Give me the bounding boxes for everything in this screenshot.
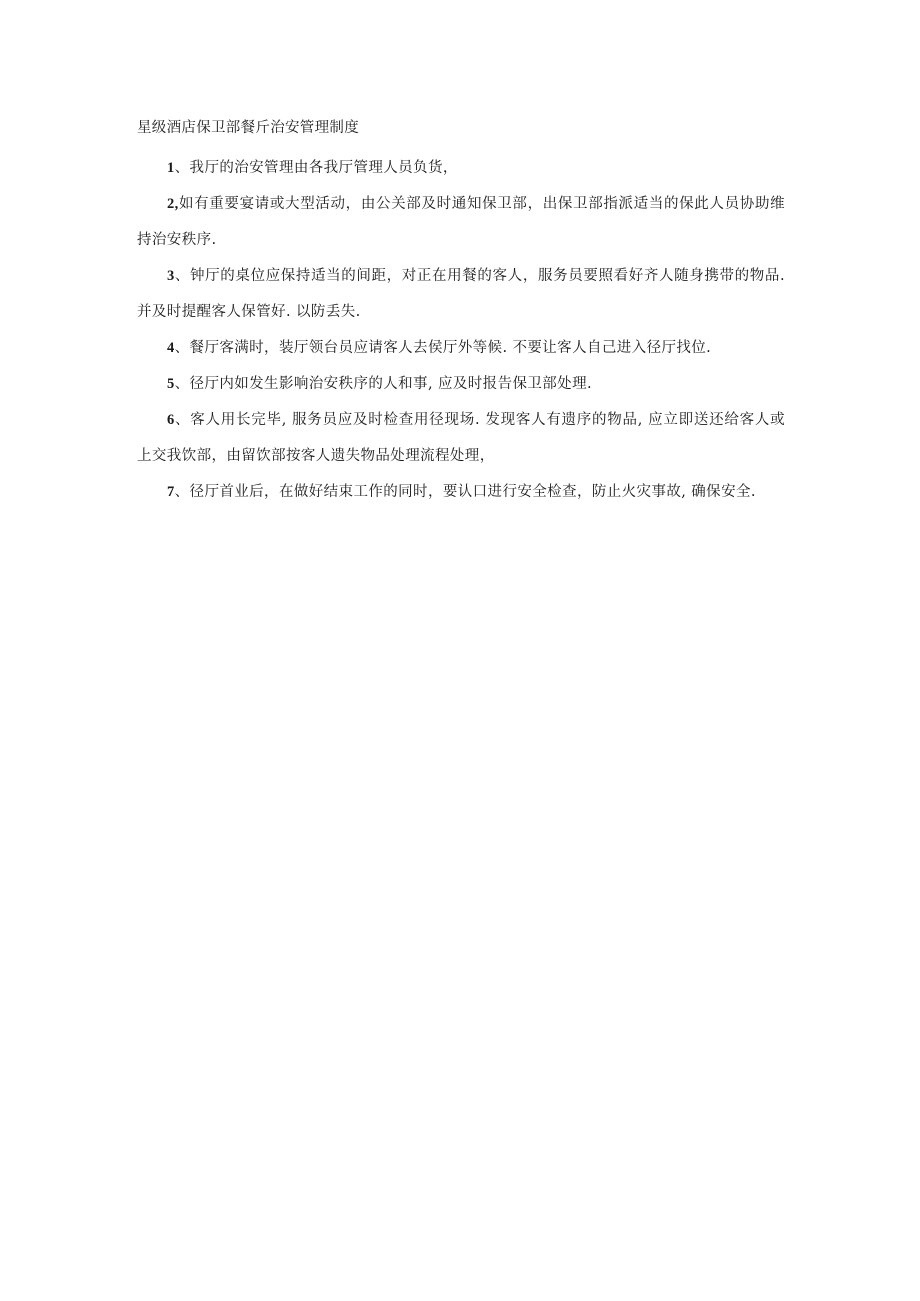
rule-text: 、餐厅客满时，装厅领台员应请客人去侯厅外等候. 不要让客人自己进入径厅找位. <box>174 340 712 356</box>
rule-number: 3 <box>167 268 175 284</box>
rule-number: 5 <box>167 376 175 392</box>
rule-text: 如有重要宴请或大型活动，由公关部及时通知保卫部，出保卫部指派适当的保此人员协助维持治安秩序. <box>137 196 785 248</box>
rule-item-4 <box>137 330 785 366</box>
rule-item-6 <box>137 402 785 474</box>
rule-number: 4 <box>167 340 175 356</box>
rule-text: 、客人用长完毕, 服务员应及时检查用径现场. 发现客人有遗序的物品, 应立即送还给客人或上交我饮部，由留饮部按客人遗失物品处理流程处理， <box>137 412 785 464</box>
rule-number: 7 <box>167 484 175 500</box>
rule-text: 、径厅首业后，在做好结束工作的同时，要认口进行安全检查，防止火灾事故, 确保安全. <box>174 484 756 500</box>
document-title: 星级酒店保卫部餐斤治安管理制度 <box>137 120 359 136</box>
rule-item-2 <box>137 186 785 258</box>
rule-item-1 <box>137 150 785 186</box>
rule-item-5 <box>137 366 785 402</box>
rule-item-7 <box>137 474 785 510</box>
rule-number: 1 <box>167 160 175 176</box>
rule-text: 、钟厅的桌位应保持适当的间距，对正在用餐的客人，服务员要照看好齐人随身携带的物品. 并及时提醒客人保管好. 以防丢失. <box>137 268 785 320</box>
rule-number: 6 <box>167 412 175 428</box>
rule-text: 、我厅的治安管理由各我厅管理人员负货， <box>174 160 458 176</box>
rule-number: 2, <box>167 196 179 212</box>
rules-list <box>137 150 785 510</box>
rule-text: 、径厅内如发生影响治安秩序的人和事, 应及时报告保卫部处理. <box>174 376 592 392</box>
rule-item-3 <box>137 258 785 330</box>
